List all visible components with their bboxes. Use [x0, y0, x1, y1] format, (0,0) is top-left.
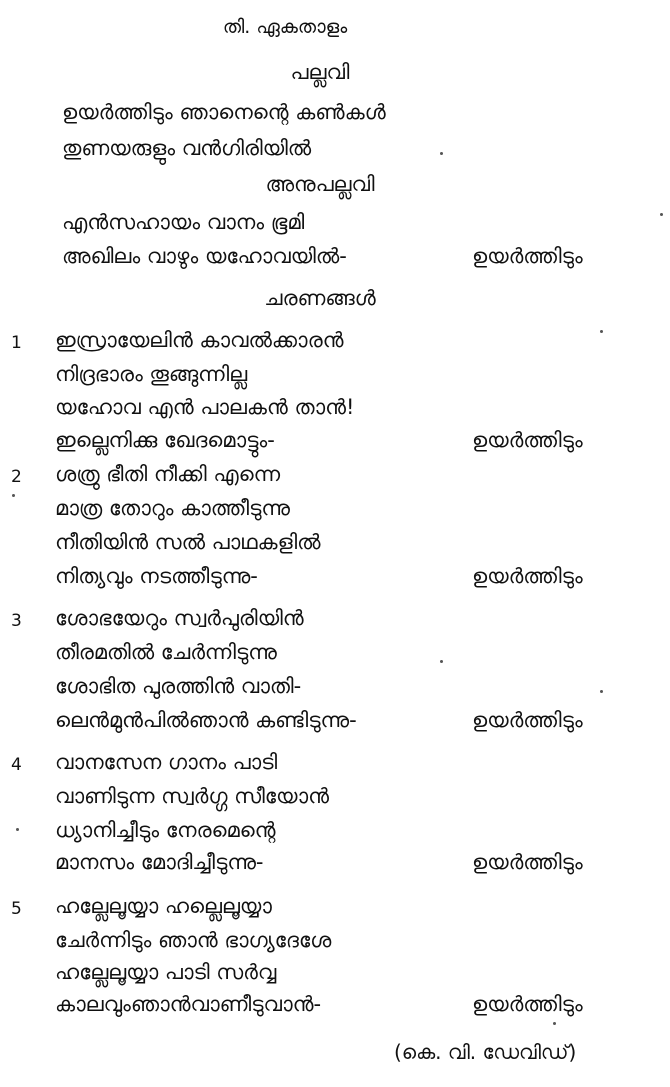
stanza-line: ഇല്ലെനിക്കു ഖേദമൊട്ടും- — [55, 428, 275, 452]
anupallavi-line: അഖിലം വാഴും യഹോവയിൽ- — [62, 244, 347, 268]
anupallavi-line: എൻസഹായം വാനം ഭൂമി — [62, 210, 305, 234]
stanza-refrain: ഉയർത്തിടും — [472, 850, 583, 874]
stanza-line: ശത്രു ഭീതി നീക്കി എന്നെ — [55, 462, 281, 486]
scan-speck — [553, 1022, 556, 1025]
stanza-line: മാത്ര തോറും കാത്തീടുന്നു — [55, 496, 290, 520]
stanza-number: 1 — [11, 333, 22, 353]
stanza-line: ലെൻമുൻപിൽഞാൻ കണ്ടിടുന്നു- — [55, 708, 357, 732]
stanza-line: തീരമതിൽ ചേർന്നിടുന്നു — [55, 640, 277, 664]
stanza-line: നീതിയിൻ സൽ പാഥകളിൽ — [55, 530, 321, 554]
tala-label: തി. ഏകതാളം — [222, 16, 348, 38]
stanza-line: ശോഭിത പുരത്തിൻ വാതി- — [55, 674, 302, 698]
pallavi-line: തുണയരുളും വൻഗിരിയിൽ — [62, 136, 312, 160]
stanza-refrain: ഉയർത്തിടും — [472, 992, 583, 1016]
stanza-line: ഇസ്രായേലിൻ കാവൽക്കാരൻ — [55, 328, 344, 352]
scan-speck — [12, 494, 15, 497]
stanza-line: വാണിടുന്ന സ്വർഗ്ഗ സീയോൻ — [55, 784, 330, 808]
charanangal-heading: ചരണങ്ങൾ — [264, 286, 376, 310]
scan-speck — [660, 213, 663, 216]
stanza-line: നിത്യവും നടത്തീടുന്നു- — [55, 564, 258, 588]
stanza-refrain: ഉയർത്തിടും — [472, 428, 583, 452]
anupallavi-refrain: ഉയർത്തിടും — [472, 244, 583, 268]
stanza-line: ചേർന്നിടും ഞാൻ ഭാഗ്യദേശേ — [55, 928, 332, 952]
anupallavi-heading: അനുപല്ലവി — [265, 172, 375, 196]
stanza-refrain: ഉയർത്തിടും — [472, 564, 583, 588]
stanza-line: ശോഭയേറും സ്വർപുരിയിൻ — [55, 606, 304, 630]
stanza-number: 3 — [11, 611, 22, 631]
stanza-line: യഹോവ എൻ പാലകൻ താൻ! — [55, 395, 355, 419]
author-credit: (കെ. വി. ഡേവിഡ്) — [394, 1040, 577, 1064]
scan-speck — [16, 828, 19, 831]
stanza-line: വാനസേന ഗാനം പാടി — [55, 750, 278, 774]
stanza-line: കാലവുംഞാൻവാണീടുവാൻ- — [55, 992, 322, 1016]
scan-speck — [600, 690, 603, 693]
stanza-line: ഹല്ലേലൂയ്യാ ഹല്ലെലൂയ്യാ — [55, 894, 272, 918]
stanza-line: നിദ്രഭാരം തൂങ്ങുന്നില്ല — [55, 362, 248, 386]
stanza-line: മാനസം മോദിച്ചീടുന്നു- — [55, 850, 264, 874]
stanza-number: 2 — [11, 467, 22, 487]
stanza-line: ധ്യാനിച്ചീടും നേരമെന്റെ — [55, 818, 276, 842]
stanza-number: 5 — [11, 899, 22, 919]
scan-speck — [440, 660, 443, 663]
pallavi-heading: പല്ലവി — [290, 60, 350, 84]
pallavi-line: ഉയർത്തിടും ഞാനെന്റെ കൺകൾ — [62, 100, 386, 124]
stanza-refrain: ഉയർത്തിടും — [472, 708, 583, 732]
stanza-line: ഹല്ലേലൂയ്യാ പാടി സർവ്വ — [55, 960, 277, 984]
stanza-number: 4 — [11, 755, 22, 775]
scan-speck — [600, 330, 603, 333]
scan-speck — [440, 152, 443, 155]
